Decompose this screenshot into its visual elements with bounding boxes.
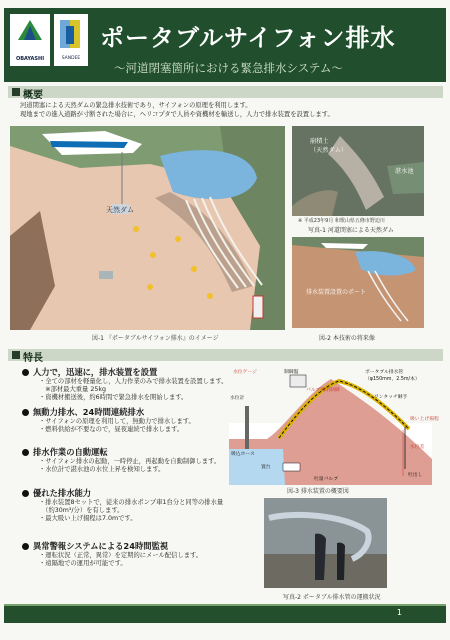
equipment-diagram (229, 365, 439, 485)
feature-body-2-line-1: ・サイフォンの原理を利用して，無動力で排水します。 (39, 418, 195, 425)
overview-line-2: 現地までの進入道路が寸断された場合に，ヘリコプタで人員や資機材を輸送し，人力で排水装置を設置します。 (20, 111, 334, 119)
obayashi-logo-icon (18, 20, 42, 40)
overview-line-1: 河道閉塞による天然ダムの緊急排水技術であり，サイフォンの原理を利用します。 (20, 102, 252, 109)
overview-bullet-icon (12, 88, 20, 96)
diagram-stand-label: 置台 (261, 465, 271, 470)
diagram-pipe-label: ポータブル排水管 (365, 370, 404, 375)
feature-title-4: 優れた排水能力 (22, 488, 260, 499)
future-image (292, 237, 424, 328)
diagram-gauge-label: 水位計 (230, 396, 245, 401)
diagram-level-diff-label: 水位差 (410, 445, 425, 450)
feature-title-3: 排水作業の自動運転 (22, 447, 260, 458)
concept-illustration (10, 126, 285, 330)
features-bullet-icon (12, 351, 20, 359)
feature-body-2-line-2: ・燃料供給が不要なので，昼夜連続で排水します。 (39, 426, 184, 434)
feature-body-5-line-1: ・運転状況（正常，異常）を定期的にメール配信します。 (39, 552, 203, 559)
diagram-valve-label: 吐量バルブ (314, 477, 338, 482)
diagram-panel-label: 制御盤 (284, 370, 299, 375)
photo1-caption: 写真-1 河道閉塞による天然ダム (308, 227, 394, 234)
page-number: 1 (396, 608, 402, 617)
feature-body-1-line-2: ※部材最大重量 25kg (39, 386, 107, 394)
feature-body-1-line-1: ・全ての部材を軽量化し，人力作業のみで排水装置を設置します。 (39, 378, 228, 385)
natural-dam-photo (292, 126, 424, 216)
header-banner (4, 8, 446, 82)
photo2-caption: 写真-2 ポータブル排水管の運搬状況 (283, 594, 381, 601)
photo1-label-2: （天然ダム） (310, 147, 348, 154)
diagram-pump-label: 水位ゲージ (233, 370, 257, 375)
obayashi-logo (10, 14, 50, 66)
logo1-label: OBAYASHI (15, 56, 45, 62)
figure-2-caption: 図-2 本技術の将来像 (319, 335, 375, 342)
feature-item-4 (22, 488, 260, 524)
feature-item-5 (22, 541, 260, 568)
page-title: ポータブルサイフォン排水 (100, 24, 396, 52)
concept-illustration-art (10, 126, 285, 330)
diagram-outlet-label: 吐出し (408, 473, 423, 478)
diagram-intake-label: 吸込ホース (231, 452, 255, 457)
overview-heading-bar (8, 86, 443, 101)
feature-body-5-line-2: ・遠隔地での運用が可能です。 (39, 560, 127, 568)
pipe-transport-photo (264, 498, 387, 588)
figure-3-caption: 図-3 排水装置の概要図 (287, 488, 349, 495)
logo2-label: SANDEE (61, 56, 81, 61)
overview-heading: 概要 (23, 90, 43, 101)
diagram-one-touch-label: ワンタッチ継手 (374, 395, 408, 400)
diagram-pipe-spec: （φ150mm，2.5m/本） (365, 377, 420, 382)
feature-body-4-line-2: （約30m³/分）を有します。 (39, 507, 124, 515)
feature-title-2: 無動力排水、24時間連続排水 (22, 407, 260, 418)
feature-title-1: 人力で，迅速に，排水装置を設置 (22, 367, 260, 378)
feature-item-3 (22, 447, 260, 474)
natural-dam-photo-art (292, 126, 424, 216)
feature-body-1-line-3: ・資機材搬送後，約6時間で緊急排水を開始します。 (39, 394, 188, 402)
photo1-label-3: 湛水池 (395, 168, 414, 175)
feature-body-4-line-3: ・最大吸い上げ揚程は7.0mです。 (39, 515, 137, 523)
sandee-logo-icon (58, 18, 84, 52)
feature-body-4-line-1: ・排水装置8セットで，従来の排水ポンプ車1台分と同等の排水量 (39, 499, 224, 506)
map-natural-dam-label: 天然ダム (106, 206, 134, 214)
pipe-transport-photo-art (264, 498, 387, 588)
photo2-label: 排水装置設置のポート (306, 289, 367, 296)
features-heading-bar (8, 349, 443, 364)
feature-item-2 (22, 407, 260, 434)
diagram-valve-note: バルブ開閉制御 (306, 388, 340, 393)
feature-item-1 (22, 367, 260, 403)
sandee-logo (54, 14, 88, 66)
page-subtitle: 〜河道閉塞箇所における緊急排水システム〜 (114, 61, 343, 75)
diagram-max-lift-label: 吸い上げ揚程 (410, 417, 439, 422)
equipment-diagram-art (229, 365, 439, 485)
footer-bar (4, 606, 446, 623)
figure-1-caption: 図-1 『ポータブルサイフォン排水』のイメージ (92, 335, 219, 342)
photo1-note: ※ 平成23年9月 和歌山県五條市野迫川 (298, 218, 385, 224)
feature-body-3-line-1: ・サイフォン排水の起動，一時停止，再起動を自動制御します。 (39, 458, 221, 465)
future-image-art (292, 237, 424, 328)
feature-body-3-line-2: ・水位計で湛水池の水位上昇を検知します。 (39, 466, 165, 474)
feature-title-5: 異常警報システムによる24時間監視 (22, 541, 260, 552)
overview-intro (20, 101, 430, 120)
features-heading: 特長 (23, 353, 43, 364)
photo1-label-1: 崩積土 (310, 138, 329, 145)
